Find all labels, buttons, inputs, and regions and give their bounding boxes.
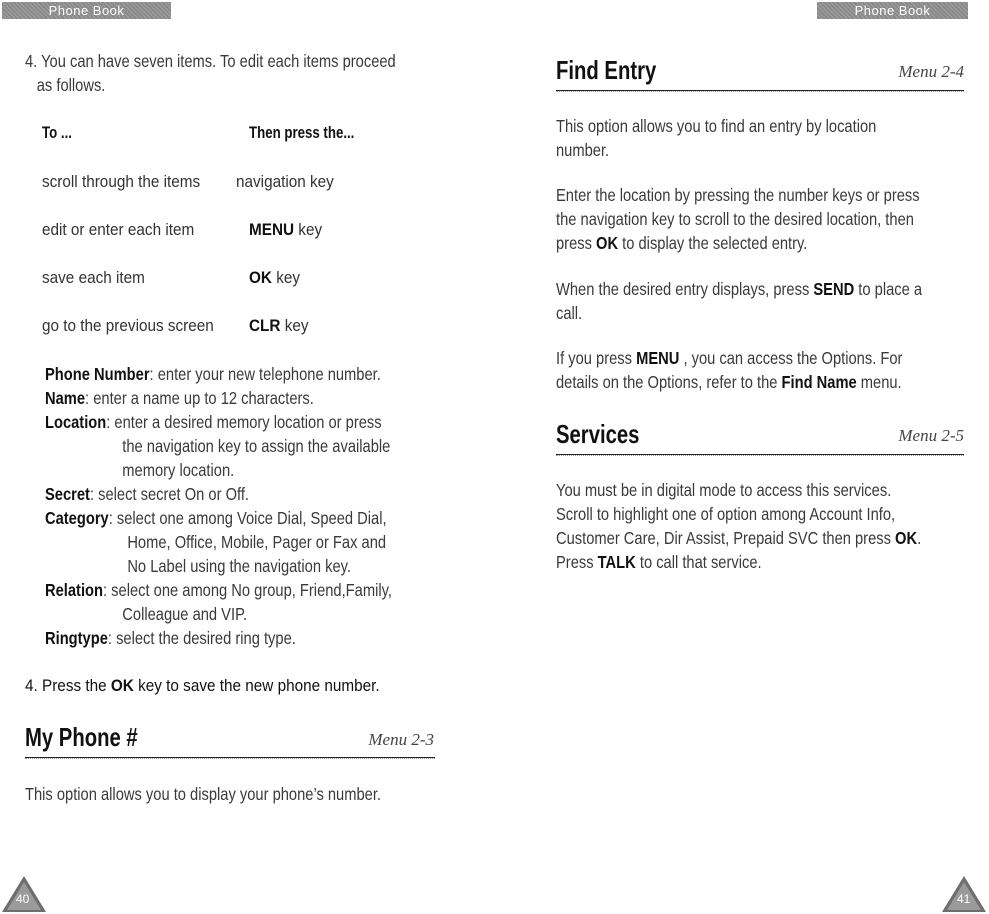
paragraph-key: SEND <box>813 279 855 299</box>
menu-ref-my-phone: Menu 2-3 <box>368 730 434 749</box>
field-text: memory location. <box>122 460 235 480</box>
field-label: Name <box>45 388 86 408</box>
paragraph-text: Press <box>556 552 598 572</box>
paragraph-key: OK <box>596 233 619 253</box>
page-number: 40 <box>16 892 30 906</box>
table-row-key-bold: OK <box>249 268 272 287</box>
find-entry-paragraph-4 <box>556 346 902 394</box>
table-row-key <box>236 172 334 192</box>
paragraph-text: details on the Options, refer to the <box>556 372 782 392</box>
paragraph-line: Enter the location by pressing the number keys or press <box>556 185 920 205</box>
paragraph-key: OK <box>895 528 918 548</box>
page-number: 41 <box>957 892 971 906</box>
paragraph-line <box>556 231 920 255</box>
paragraph-line: the navigation key to scroll to the desired location, then <box>556 209 914 229</box>
paragraph-line <box>556 370 902 394</box>
paragraph-line <box>556 277 922 301</box>
paragraph-key: TALK <box>597 552 636 572</box>
step-4-instruction <box>25 676 380 696</box>
section-title-find-entry: Find Entry <box>556 55 657 85</box>
paragraph-line: Scroll to highlight one of option among Account Info, <box>556 504 896 524</box>
table-row-key-bold: CLR <box>249 316 281 335</box>
menu-ref-services: Menu 2-5 <box>898 426 964 445</box>
field-label: Phone Number <box>45 364 150 384</box>
field-text: : enter a name up to 12 characters. <box>85 388 314 408</box>
table-row-key-rest: key <box>294 220 323 239</box>
find-entry-paragraph-3 <box>556 277 922 325</box>
field-ringtype <box>45 626 296 650</box>
field-phone-number <box>45 362 381 386</box>
table-row-key <box>249 316 309 336</box>
table-row-action: go to the previous screen <box>42 316 214 335</box>
paragraph-text: , you can access the Options. For <box>679 348 903 368</box>
paragraph-line <box>556 526 921 550</box>
field-location <box>45 410 390 482</box>
field-label: Category <box>45 508 109 528</box>
left-header-tab <box>2 2 171 19</box>
table-row-key <box>249 220 322 240</box>
my-phone-description: This option allows you to display your phone’s number. <box>25 784 382 804</box>
paragraph-line: call. <box>556 303 583 323</box>
field-text: No Label using the navigation key. <box>127 556 351 576</box>
field-name <box>45 386 314 410</box>
table-row-key-bold: MENU <box>249 220 295 239</box>
field-text: : enter a desired memory location or press <box>106 412 382 432</box>
section-divider <box>556 454 964 456</box>
step-4-text: key to save the new phone number. <box>133 676 380 695</box>
paragraph-line: You must be in digital mode to access this services. <box>556 480 892 500</box>
section-title-services: Services <box>556 419 640 449</box>
right-header-label: Phone Book <box>854 3 931 18</box>
paragraph-text: . <box>917 528 922 548</box>
field-secret <box>45 482 249 506</box>
section-divider <box>25 757 435 759</box>
paragraph-text: to call that service. <box>635 552 762 572</box>
paragraph-text: to display the selected entry. <box>618 233 808 253</box>
paragraph-line: number. <box>556 140 610 160</box>
intro-paragraph <box>25 49 396 97</box>
field-label: Location <box>45 412 107 432</box>
section-divider <box>556 90 964 92</box>
paragraph-line <box>556 346 902 370</box>
paragraph-line <box>556 550 921 574</box>
field-category <box>45 506 387 578</box>
step-4-text: 4. Press the <box>25 676 111 695</box>
table-row-action: scroll through the items <box>42 172 201 191</box>
paragraph-text: to place a <box>854 279 923 299</box>
paragraph-text: Customer Care, Dir Assist, Prepaid SVC then press <box>556 528 896 548</box>
table-row-action: save each item <box>42 268 145 287</box>
table-row-key <box>249 268 300 288</box>
step-4-key: OK <box>110 676 134 695</box>
field-label: Ringtype <box>45 628 108 648</box>
field-relation <box>45 578 392 626</box>
intro-line-2: as follows. <box>36 75 106 95</box>
paragraph-text: press <box>556 233 597 253</box>
field-text: : select one among Voice Dial, Speed Dial, <box>108 508 387 528</box>
paragraph-key: Find Name <box>781 372 857 392</box>
table-row-key-rest: key <box>280 316 309 335</box>
table-header-to: To ... <box>42 123 72 142</box>
find-entry-paragraph-1 <box>556 114 876 162</box>
table-header-press: Then press the... <box>249 123 355 142</box>
intro-line-1: 4. You can have seven items. To edit each items proceed <box>25 51 396 71</box>
field-text: : enter your new telephone number. <box>149 364 381 384</box>
field-text: : select one among No group, Friend,Family, <box>102 580 392 600</box>
paragraph-text: If you press <box>556 348 637 368</box>
table-row-key-rest: navigation key <box>236 172 334 191</box>
paragraph-text: menu. <box>856 372 902 392</box>
paragraph-key: MENU <box>636 348 680 368</box>
left-header-label: Phone Book <box>48 3 125 18</box>
field-text: the navigation key to assign the available <box>122 436 391 456</box>
field-label: Secret <box>45 484 90 504</box>
field-text: Home, Office, Mobile, Pager or Fax and <box>127 532 387 552</box>
services-paragraph <box>556 478 921 574</box>
paragraph-text: When the desired entry displays, press <box>556 279 814 299</box>
field-text: : select secret On or Off. <box>89 484 250 504</box>
find-entry-paragraph-2 <box>556 183 920 255</box>
menu-ref-find-entry: Menu 2-4 <box>898 62 964 81</box>
table-row-key-rest: key <box>271 268 301 287</box>
paragraph-line: This option allows you to find an entry by location <box>556 116 877 136</box>
table-row-action: edit or enter each item <box>42 220 195 239</box>
field-text: : select the desired ring type. <box>107 628 296 648</box>
field-text: Colleague and VIP. <box>122 604 248 624</box>
right-header-tab <box>817 2 968 19</box>
field-label: Relation <box>45 580 103 600</box>
section-title-my-phone: My Phone # <box>25 722 138 752</box>
